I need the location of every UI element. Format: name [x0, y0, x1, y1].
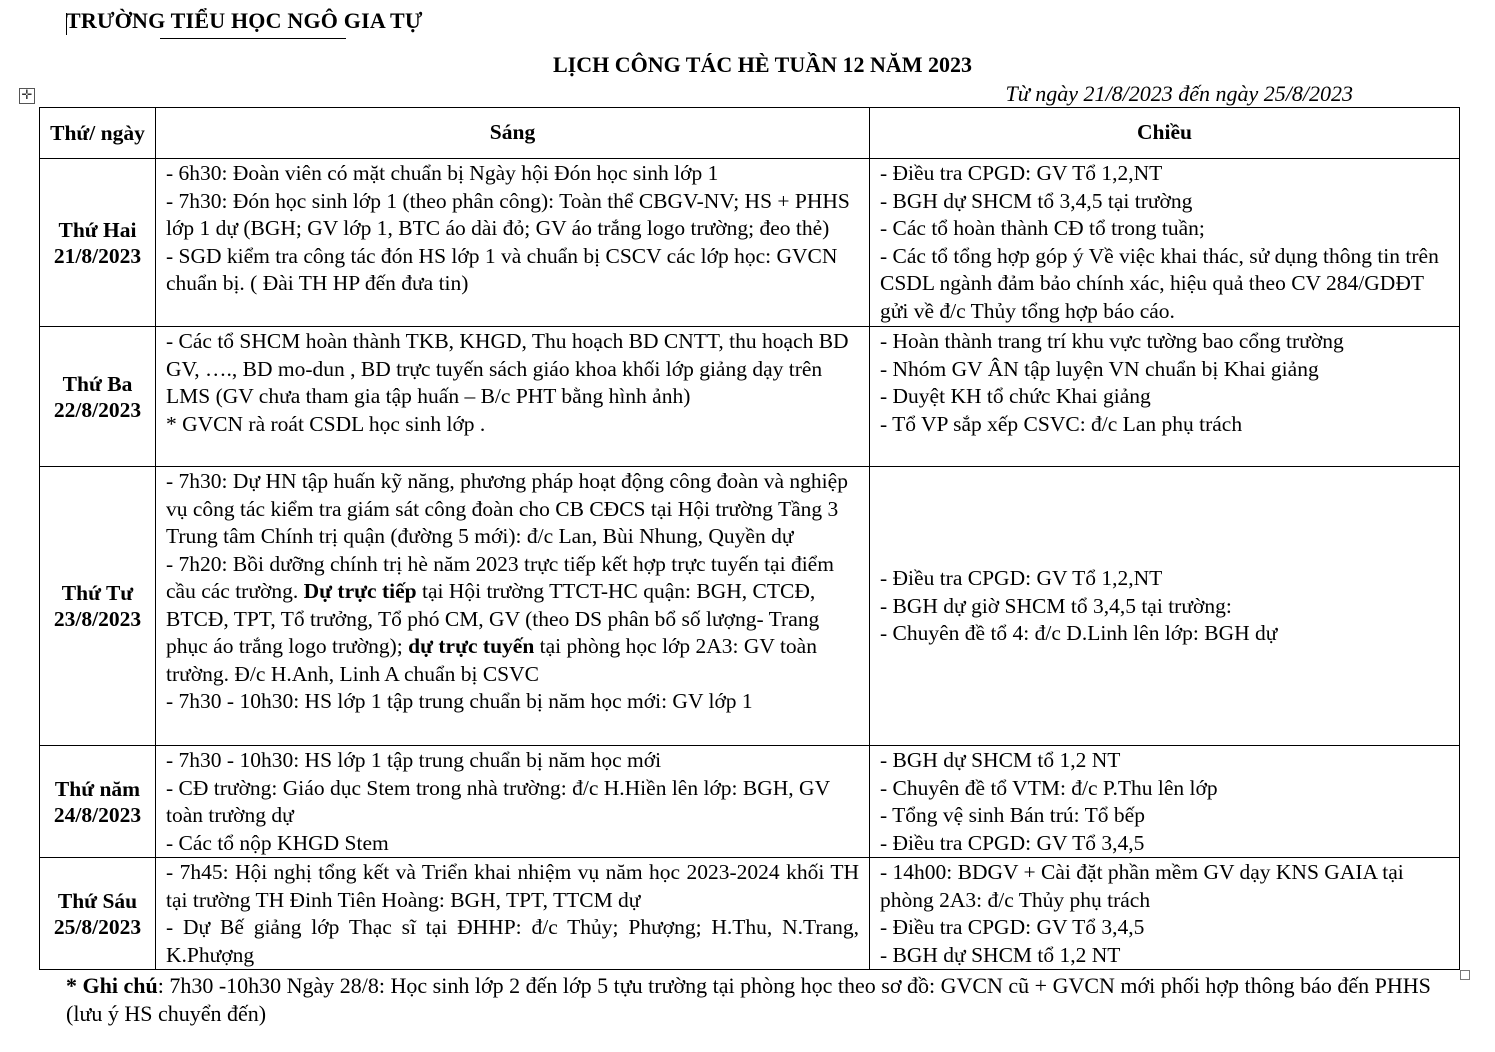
morning-item [166, 551, 859, 689]
day-name: Thứ năm [54, 776, 141, 801]
afternoon-cell [870, 159, 1460, 327]
morning-cell [156, 467, 870, 746]
footnote [66, 972, 1436, 1028]
day-name: Thứ Hai [58, 217, 137, 242]
day-cell [40, 746, 156, 858]
table-resize-icon[interactable] [1460, 970, 1470, 980]
table-row [40, 858, 1460, 970]
morning-cell [156, 327, 870, 467]
morning-item: - Dự Bế giảng lớp Thạc sĩ tại ĐHHP: đ/c Thủy; Phượng; H.Thu, N.Trang, K.Phượng [166, 915, 859, 967]
afternoon-cell [870, 746, 1460, 858]
day-date: 22/8/2023 [53, 397, 142, 422]
afternoon-item: - Nhóm GV ÂN tập luyện VN chuẩn bị Khai giảng [880, 356, 1319, 381]
day-cell [40, 467, 156, 746]
morning-item: - 7h30: Đón học sinh lớp 1 (theo phân công): Toàn thể CBGV-NV; HS + PHHS lớp 1 dự (BGH; GV lớp 1, BTC áo dài đỏ; GV áo trắng logo trường; đeo thẻ) [166, 188, 850, 240]
afternoon-item: - BGH dự SHCM tổ 1,2 NT [880, 942, 1121, 967]
afternoon-item: - Điều tra CPGD: GV Tổ 3,4,5 [880, 830, 1145, 855]
morning-item: - SGD kiểm tra công tác đón HS lớp 1 và chuẩn bị CSCV các lớp học: GVCN chuẩn bị. ( Đài TH HP đến đưa tin) [166, 243, 838, 295]
day-name: Thứ Tư [61, 581, 134, 605]
day-cell [40, 858, 156, 970]
table-row [40, 467, 1460, 746]
morning-item: - 7h30 - 10h30: HS lớp 1 tập trung chuẩn bị năm học mới [166, 748, 662, 772]
table-row [40, 327, 1460, 467]
day-cell [40, 327, 156, 467]
table-row [40, 159, 1460, 327]
afternoon-item: - Các tổ tổng hợp góp ý Về việc khai thác, sử dụng thông tin trên CSDL ngành đảm bảo chính xác, hiệu quả theo CV 284/GDĐT gửi về đ/c Thủy tổng hợp báo cáo. [880, 243, 1439, 323]
afternoon-item: - Điều tra CPGD: GV Tổ 1,2,NT [880, 566, 1163, 591]
day-name: Thứ Ba [62, 371, 133, 396]
morning-item: - Các tổ nộp KHGD Stem [166, 830, 389, 855]
morning-cell [156, 858, 870, 970]
morning-emphasis: dự trực tuyến [408, 634, 535, 658]
morning-item: - CĐ trường: Giáo dục Stem trong nhà trường: đ/c H.Hiền lên lớp: BGH, GV toàn trường dự [166, 775, 830, 827]
morning-cell [156, 159, 870, 327]
afternoon-item: - Tổ VP sắp xếp CSVC: đ/c Lan phụ trách [880, 411, 1243, 436]
date-range: Từ ngày 21/8/2023 đến ngày 25/8/2023 [1005, 81, 1353, 106]
afternoon-cell [870, 327, 1460, 467]
afternoon-item: - Các tổ hoàn thành CĐ tổ trong tuần; [880, 216, 1205, 240]
table-move-icon[interactable]: ✛ [19, 88, 35, 104]
morning-text: tại phòng học lớp 2A3: GV toàn trường. Đ/c H.Anh, Linh A chuẩn bị CSVC [166, 634, 817, 686]
afternoon-item: - 14h00: BDGV + Cài đặt phần mềm GV dạy KNS GAIA tại phòng 2A3: đ/c Thủy phụ trách [880, 860, 1404, 912]
afternoon-cell [870, 467, 1460, 746]
school-name: TRƯỜNG TIỂU HỌC NGÔ GIA TỰ [66, 8, 423, 33]
afternoon-item: - Hoàn thành trang trí khu vực tường bao cổng trường [880, 329, 1344, 353]
morning-text: - 7h20: Bồi dưỡng chính trị hè năm 2023 trực tiếp kết hợp trực tuyến tại điểm cầu các trường. [166, 551, 834, 603]
afternoon-item: - Chuyên đề tổ 4: đ/c D.Linh lên lớp: BGH dự [880, 621, 1278, 646]
afternoon-item: - Điều tra CPGD: GV Tổ 1,2,NT [880, 161, 1163, 185]
header-day: Thứ/ ngày [40, 108, 156, 159]
afternoon-cell [870, 858, 1460, 970]
afternoon-item: - BGH dự giờ SHCM tổ 3,4,5 tại trường: [880, 593, 1232, 618]
schedule-table [39, 107, 1460, 970]
header-morning: Sáng [156, 108, 870, 159]
afternoon-item: - BGH dự SHCM tổ 3,4,5 tại trường [880, 188, 1193, 213]
morning-item: - 7h45: Hội nghị tổng kết và Triển khai nhiệm vụ năm học 2023-2024 khối TH tại trường TH Đinh Tiên Hoàng: BGH, TPT, TTCM dự [166, 860, 859, 912]
morning-item: - 7h30: Dự HN tập huấn kỹ năng, phương pháp hoạt động công đoàn và nghiệp vụ công tác kiểm tra giám sát công đoàn cho CB CĐCS tại Hội trường Tầng 3 Trung tâm Chính trị quận (đường 5 mới): đ/c Lan, Bùi Nhung, Quyền dự [166, 469, 848, 548]
morning-item: - Các tổ SHCM hoàn thành TKB, KHGD, Thu hoạch BD CNTT, thu hoạch BD GV, …., BD mo-dun , BD trực tuyến sách giáo khoa khối lớp giảng dạy trên LMS (GV chưa tham gia tập huấn – B/c PHT bằng hình ảnh) [166, 329, 849, 408]
page-title: LỊCH CÔNG TÁC HÈ TUẦN 12 NĂM 2023 [552, 52, 973, 77]
footnote-text: : 7h30 -10h30 Ngày 28/8: Học sinh lớp 2 đến lớp 5 tựu trường tại phòng học theo sơ đồ: GVCN cũ + GVCN mới phối hợp thông báo đến PHHS (lưu ý HS chuyển đến) [66, 973, 1431, 1026]
footnote-label: * Ghi chú [66, 973, 158, 998]
day-cell [40, 159, 156, 327]
morning-item: - 6h30: Đoàn viên có mặt chuẩn bị Ngày hội Đón học sinh lớp 1 [166, 161, 719, 185]
morning-item: - 7h30 - 10h30: HS lớp 1 tập trung chuẩn bị năm học mới: GV lớp 1 [166, 689, 753, 713]
header-afternoon: Chiều [870, 108, 1460, 159]
afternoon-item: - Điều tra CPGD: GV Tổ 3,4,5 [880, 915, 1145, 939]
school-underline [160, 38, 346, 39]
table-row [40, 746, 1460, 858]
afternoon-item: - Tổng vệ sinh Bán trú: Tổ bếp [880, 803, 1145, 827]
day-date: 23/8/2023 [53, 607, 142, 631]
day-date: 24/8/2023 [53, 802, 142, 827]
table-header-row [40, 108, 1460, 159]
morning-cell [156, 746, 870, 858]
morning-text: tại Hội trường TTCT-HC quận: BGH, CTCĐ, BTCĐ, TPT, Tổ trưởng, Tổ phó CM, GV (theo DS phân bổ số lượng- Trang phục áo trắng logo trường); [166, 579, 820, 658]
morning-item: * GVCN rà roát CSDL học sinh lớp . [166, 411, 486, 436]
afternoon-item: - Duyệt KH tổ chức Khai giảng [880, 384, 1151, 408]
afternoon-item: - Chuyên đề tổ VTM: đ/c P.Thu lên lớp [880, 775, 1218, 800]
morning-emphasis: Dự trực tiếp [303, 579, 417, 603]
day-name: Thứ Sáu [57, 888, 138, 913]
day-date: 25/8/2023 [53, 914, 142, 939]
afternoon-item: - BGH dự SHCM tổ 1,2 NT [880, 748, 1121, 772]
day-date: 21/8/2023 [53, 243, 142, 268]
